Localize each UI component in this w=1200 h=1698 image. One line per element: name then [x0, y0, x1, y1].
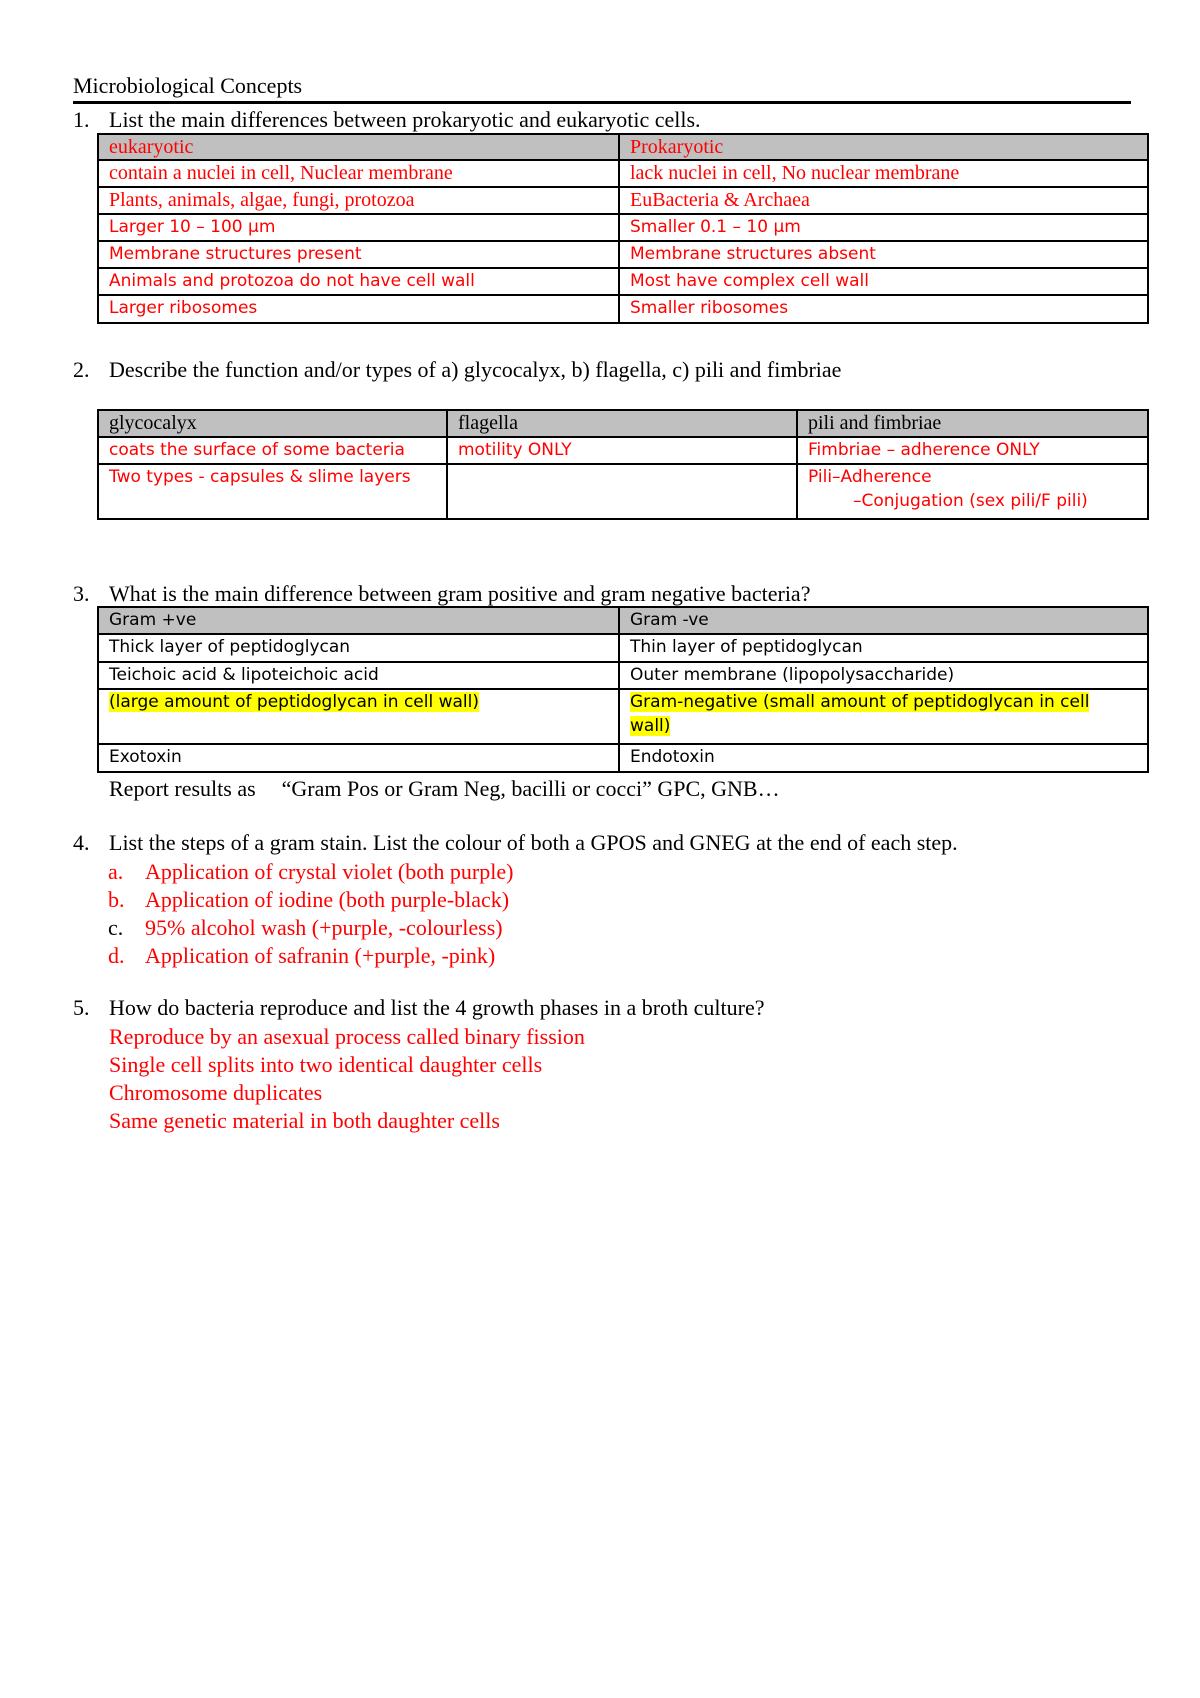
question-text: List the main differences between prokaryotic and eukaryotic cells.	[109, 107, 701, 132]
table-cell: Larger ribosomes	[98, 295, 619, 323]
table-cell	[619, 689, 1148, 744]
table-cell: Thin layer of peptidoglycan	[619, 634, 1148, 662]
question-number: 5.	[73, 995, 90, 1020]
table-header-cell: Gram -ve	[619, 607, 1148, 634]
step-letter: d.	[108, 943, 125, 968]
question-text: How do bacteria reproduce and list the 4 growth phases in a broth culture?	[109, 995, 765, 1020]
table-cell: Membrane structures present	[98, 241, 619, 268]
table-row-highlighted	[98, 689, 1148, 744]
table-cell: contain a nuclei in cell, Nuclear membrane	[98, 160, 619, 187]
list-item	[108, 858, 513, 886]
table-header-cell: Gram +ve	[98, 607, 619, 634]
question-number: 4.	[73, 830, 90, 855]
step-letter: b.	[108, 887, 125, 912]
cell-comparison-table	[97, 133, 1149, 324]
highlighted-text: Gram-negative (small amount of peptidoglycan in cell	[630, 692, 1090, 712]
table-row	[98, 187, 1148, 214]
table-cell: Smaller 0.1 – 10 µm	[619, 214, 1148, 241]
report-value: “Gram Pos or Gram Neg, bacilli or cocci” GPC, GNB…	[281, 776, 780, 801]
step-letter: a.	[108, 859, 124, 884]
table-cell: Two types - capsules & slime layers	[98, 464, 447, 519]
step-letter: c.	[108, 915, 124, 940]
step-text: Application of safranin (+purple, -pink)	[145, 943, 496, 968]
table-header-row	[98, 410, 1148, 437]
question-number: 2.	[73, 357, 90, 382]
highlighted-text: (large amount of peptidoglycan in cell wall)	[109, 692, 479, 712]
table-header-cell: Prokaryotic	[619, 134, 1148, 160]
table-cell: Smaller ribosomes	[619, 295, 1148, 323]
answer-line: Reproduce by an asexual process called binary fission	[109, 1024, 585, 1049]
report-results-line	[109, 776, 780, 802]
table-cell: Larger 10 – 100 µm	[98, 214, 619, 241]
table-cell: Exotoxin	[98, 744, 619, 772]
question-1	[73, 107, 701, 133]
surface-structures-table	[97, 409, 1149, 520]
table-cell: Endotoxin	[619, 744, 1148, 772]
table-cell: Plants, animals, algae, fungi, protozoa	[98, 187, 619, 214]
question-text: What is the main difference between gram positive and gram negative bacteria?	[109, 581, 811, 606]
list-item	[108, 942, 513, 970]
answer-line: Same genetic material in both daughter cells	[109, 1108, 500, 1133]
report-label: Report results as	[109, 776, 256, 801]
step-text: 95% alcohol wash (+purple, -colourless)	[145, 915, 503, 940]
table-row	[98, 437, 1148, 464]
table-cell: Animals and protozoa do not have cell wall	[98, 268, 619, 295]
table-cell: coats the surface of some bacteria	[98, 437, 447, 464]
table-row	[98, 241, 1148, 268]
table-row	[98, 295, 1148, 323]
table-cell: Thick layer of peptidoglycan	[98, 634, 619, 662]
table-header-cell: eukaryotic	[98, 134, 619, 160]
step-text: Application of crystal violet (both purple)	[145, 859, 514, 884]
table-cell: EuBacteria & Archaea	[619, 187, 1148, 214]
table-row	[98, 464, 1148, 519]
table-cell: Most have complex cell wall	[619, 268, 1148, 295]
table-row	[98, 160, 1148, 187]
table-header-row	[98, 607, 1148, 634]
table-cell	[447, 464, 797, 519]
cell-line: –Conjugation (sex pili/F pili)	[853, 491, 1088, 511]
table-header-cell: flagella	[447, 410, 797, 437]
table-cell: Teichoic acid & lipoteichoic acid	[98, 662, 619, 689]
step-text: Application of iodine (both purple-black)	[145, 887, 510, 912]
table-row	[98, 744, 1148, 772]
table-row	[98, 268, 1148, 295]
table-row	[98, 214, 1148, 241]
list-item	[108, 914, 513, 942]
table-row	[98, 662, 1148, 689]
highlighted-text: wall)	[630, 716, 671, 736]
table-cell: Membrane structures absent	[619, 241, 1148, 268]
table-cell	[797, 464, 1148, 519]
table-header-cell: glycocalyx	[98, 410, 447, 437]
table-cell: Fimbriae – adherence ONLY	[797, 437, 1148, 464]
question-text: Describe the function and/or types of a) glycocalyx, b) flagella, c) pili and fimbriae	[109, 357, 842, 382]
question-2	[73, 357, 841, 383]
table-cell: lack nuclei in cell, No nuclear membrane	[619, 160, 1148, 187]
answer-line: Single cell splits into two identical daughter cells	[109, 1052, 543, 1077]
cell-line: Pili–Adherence	[808, 467, 932, 487]
table-header-cell: pili and fimbriae	[797, 410, 1148, 437]
question-5	[73, 995, 765, 1021]
question-text: List the steps of a gram stain. List the colour of both a GPOS and GNEG at the end of each step.	[109, 830, 958, 855]
table-header-row	[98, 134, 1148, 160]
table-row	[98, 634, 1148, 662]
answer-line: Chromosome duplicates	[109, 1080, 323, 1105]
question-3	[73, 581, 810, 607]
table-cell: Outer membrane (lipopolysaccharide)	[619, 662, 1148, 689]
question-number: 3.	[73, 581, 90, 606]
question-4	[73, 830, 958, 856]
table-cell: motility ONLY	[447, 437, 797, 464]
question-number: 1.	[73, 107, 90, 132]
gram-comparison-table	[97, 606, 1149, 773]
document-title: Microbiological Concepts	[73, 73, 303, 98]
reproduction-answers	[109, 1023, 585, 1135]
table-cell	[98, 689, 619, 744]
list-item	[108, 886, 513, 914]
gram-stain-steps	[108, 858, 513, 970]
title-underline	[73, 101, 1131, 104]
